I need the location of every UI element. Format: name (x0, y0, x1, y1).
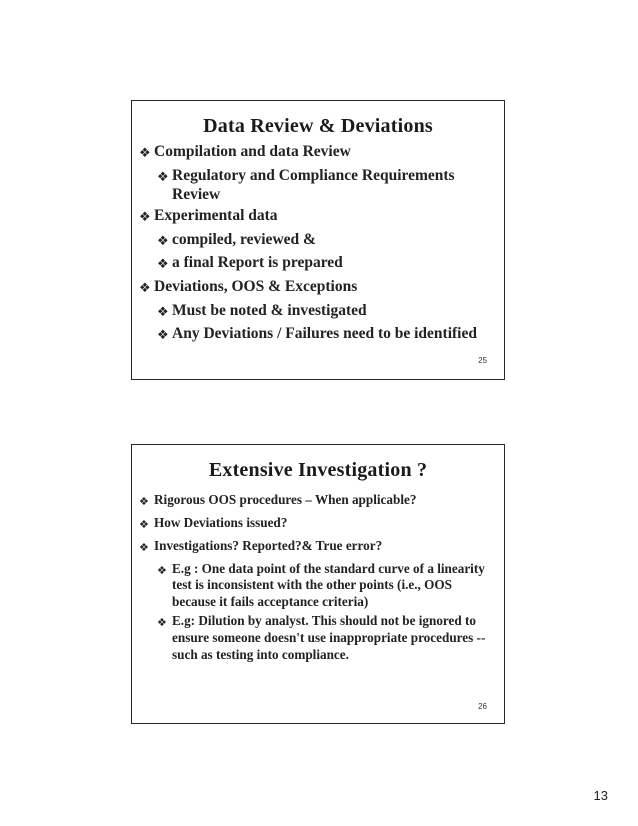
bullet-text: E.g: Dilution by analyst. This should not be ignored to ensure someone doesn't use inappropriate procedures -- such as testing into compliance. (172, 613, 486, 662)
bullet-item (139, 492, 486, 511)
slide-title: Data Review & Deviations (203, 115, 433, 137)
page-number: 13 (593, 788, 608, 803)
bullet-text: Investigations? Reported?& True error? (154, 537, 383, 553)
bullet-text: Rigorous OOS procedures – When applicable? (154, 492, 417, 507)
diamond-bullet-icon: ❖ (157, 233, 169, 249)
bullet-list (139, 142, 484, 345)
slide-number: 25 (478, 356, 487, 365)
bullet-text: Compilation and data Review (154, 143, 351, 160)
bullet-item (157, 613, 486, 663)
diamond-bullet-icon: ❖ (139, 210, 151, 226)
bullet-text: Regulatory and Compliance Requirements Review (172, 166, 455, 203)
bullet-text: Must be noted & investigated (172, 301, 367, 319)
bullet-text: Any Deviations / Failures need to be identified (172, 325, 477, 343)
bullet-item (139, 538, 486, 557)
diamond-bullet-icon: ❖ (139, 146, 151, 161)
bullet-item (157, 253, 484, 274)
diamond-bullet-icon: ❖ (157, 563, 167, 577)
bullet-text: Deviations, OOS & Exceptions (154, 277, 358, 295)
diamond-bullet-icon: ❖ (157, 616, 167, 630)
diamond-bullet-icon: ❖ (157, 257, 169, 273)
bullet-item (157, 301, 484, 322)
bullet-item (139, 515, 486, 534)
bullet-item (157, 166, 484, 204)
bullet-list (139, 492, 486, 663)
bullet-item (157, 230, 484, 251)
bullet-text: compiled, reviewed & (172, 230, 316, 248)
bullet-item (157, 324, 484, 345)
diamond-bullet-icon: ❖ (139, 517, 149, 531)
bullet-item (157, 561, 486, 611)
bullet-item (139, 142, 484, 163)
bullet-item (139, 277, 484, 298)
bullet-text: How Deviations issued? (154, 514, 288, 530)
diamond-bullet-icon: ❖ (139, 540, 149, 554)
slide-title: Extensive Investigation ? (208, 459, 428, 481)
diamond-bullet-icon: ❖ (157, 328, 169, 344)
slide-26 (131, 444, 505, 724)
bullet-text: E.g : One data point of the standard curve of a linearity test is inconsistent with the other points (i.e., OOS because it fails acceptance criteria) (172, 560, 485, 609)
bullet-text: Experimental data (154, 207, 278, 225)
bullet-text: a final Report is prepared (172, 254, 343, 272)
diamond-bullet-icon: ❖ (139, 495, 149, 508)
diamond-bullet-icon: ❖ (139, 280, 151, 296)
slide-number: 26 (478, 702, 487, 711)
slide-25 (131, 100, 505, 380)
diamond-bullet-icon: ❖ (157, 169, 169, 185)
bullet-item (139, 206, 484, 227)
diamond-bullet-icon: ❖ (157, 304, 169, 320)
